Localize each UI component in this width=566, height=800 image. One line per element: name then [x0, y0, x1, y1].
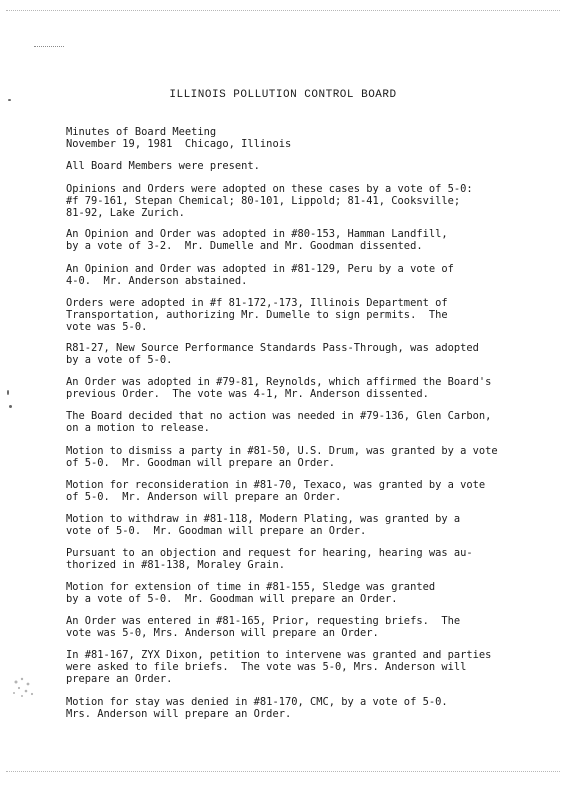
meeting-date: November 19, 1981 Chicago, Illinois [66, 138, 292, 151]
document-title: ILLINOIS POLLUTION CONTROL BOARD [169, 89, 397, 101]
paragraph: An Order was entered in #81-165, Prior, requesting briefs. The vote was 5-0, Mrs. Anderson will prepare an Order. [66, 615, 461, 640]
paragraph: Motion for stay was denied in #81-170, CMC, by a vote of 5-0. Mrs. Anderson will prepare an Order. [66, 696, 448, 721]
scan-footer-noise [6, 771, 560, 775]
paragraph: Motion to dismiss a party in #81-50, U.S. Drum, was granted by a vote of 5-0. Mr. Goodman will prepare an Order. [66, 445, 498, 470]
paragraph: All Board Members were present. [66, 160, 260, 172]
paragraph: In #81-167, ZYX Dixon, petition to intervene was granted and parties were asked to file briefs. The vote was 5-0, Mrs. Anderson will prepare an Order. [66, 649, 492, 686]
scan-header-noise [6, 10, 560, 14]
scan-speck [7, 390, 9, 395]
scan-speck [9, 405, 12, 408]
paragraph: An Opinion and Order was adopted in #81-129, Peru by a vote of 4-0. Mr. Anderson abstained. [66, 263, 454, 288]
meeting-heading: Minutes of Board Meeting [66, 126, 217, 138]
paragraph: Orders were adopted in #f 81-172,-173, Illinois Department of Transportation, authorizing Mr. Dumelle to sign permits. The vote was 5-0. [66, 297, 448, 334]
paragraph: An Order was adopted in #79-81, Reynolds, which affirmed the Board's previous Order. The vote was 4-1, Mr. Anderson dissented. [66, 376, 492, 401]
paragraph: Opinions and Orders were adopted on these cases by a vote of 5-0: #f 79-161, Stepan Chemical; 80-101, Lippold; 81-41, Cooksville; 81-92, Lake Zurich. [66, 183, 473, 220]
paragraph: The Board decided that no action was needed in #79-136, Glen Carbon, on a motion to release. [66, 410, 492, 435]
paragraph: Motion for reconsideration in #81-70, Texaco, was granted by a vote of 5-0. Mr. Anderson will prepare an Order. [66, 479, 486, 504]
meeting-heading-block [66, 126, 536, 150]
scan-smudge [8, 672, 38, 702]
paragraph: An Opinion and Order was adopted in #80-153, Hamman Landfill, by a vote of 3-2. Mr. Dumelle and Mr. Goodman dissented. [66, 228, 448, 253]
paragraph: Motion to withdraw in #81-118, Modern Plating, was granted by a vote of 5-0. Mr. Goodman will prepare an Order. [66, 513, 461, 538]
paragraph: Motion for extension of time in #81-155, Sledge was granted by a vote of 5-0. Mr. Goodman will prepare an Order. [66, 581, 436, 606]
paragraph: R81-27, New Source Performance Standards Pass-Through, was adopted by a vote of 5-0. [66, 342, 479, 367]
scan-corner-mark [34, 46, 64, 51]
paragraph: Pursuant to an objection and request for hearing, hearing was au- thorized in #81-138, Moraley Grain. [66, 547, 473, 572]
